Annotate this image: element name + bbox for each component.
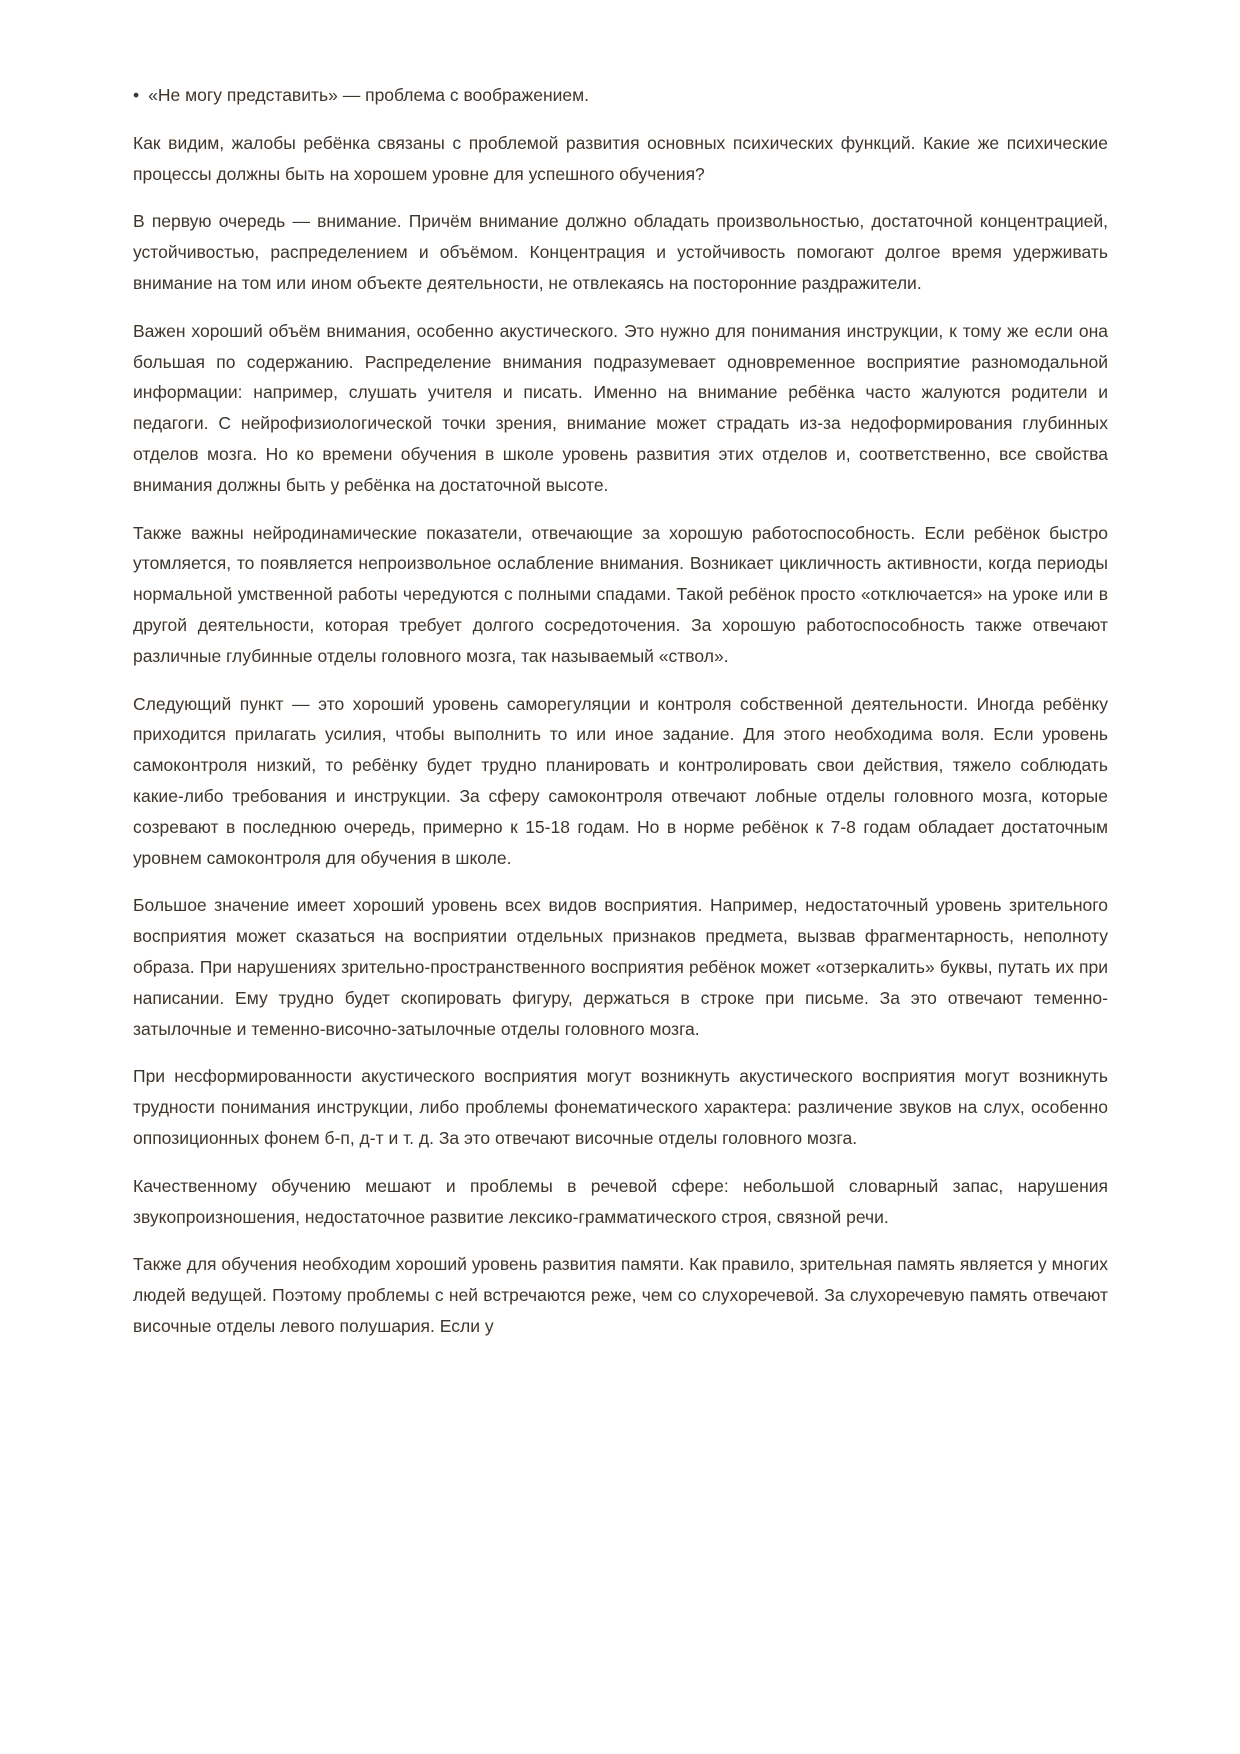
paragraph: Качественному обучению мешают и проблемы в речевой сфере: небольшой словарный запас, нарушения звукопроизношения, недостаточное развитие лексико-грамматического строя, связной речи.: [133, 1175, 1108, 1227]
bullet-marker: •: [133, 85, 140, 105]
paragraph: Также важны нейродинамические показатели, отвечающие за хорошую работоспособность. Если ребёнок быстро утомляется, то появляется непроизвольное ослабление внимания. Возникает цикличность активности, когда периоды нормальной умственной работы чередуются с полными спадами. Такой ребёнок просто «отключается» на уроке или в другой деятельности, которая требует долгого сосредоточения. За хорошую работоспособность также отвечают различные глубинные отделы головного мозга, так называемый «ствол».: [133, 522, 1108, 666]
document-body: [133, 80, 1108, 1342]
paragraph: Также для обучения необходим хороший уровень развития памяти. Как правило, зрительная память является у многих людей ведущей. Поэтому проблемы с ней встречаются реже, чем со слухоречевой. За слухоречевую память отвечают височные отделы левого полушария. Если у: [133, 1254, 1108, 1336]
paragraph: В первую очередь — внимание. Причём внимание должно обладать произвольностью, достаточной концентрацией, устойчивостью, распределением и объёмом. Концентрация и устойчивость помогают долгое время удерживать внимание на том или ином объекте деятельности, не отвлекаясь на посторонние раздражители.: [133, 211, 1108, 293]
paragraph: Большое значение имеет хороший уровень всех видов восприятия. Например, недостаточный уровень зрительного восприятия может сказаться на восприятии отдельных признаков предмета, вызвав фрагментарность, неполноту образа. При нарушениях зрительно-пространственного восприятия ребёнок может «отзеркалить» буквы, путать их при написании. Ему трудно будет скопировать фигуру, держаться в строке при письме. За это отвечают теменно-затылочные и теменно-височно-затылочные отделы головного мозга.: [133, 895, 1108, 1039]
paragraph: Как видим, жалобы ребёнка связаны с проблемой развития основных психических функций. Какие же психические процессы должны быть на хорошем уровне для успешного обучения?: [133, 132, 1108, 184]
paragraph: Важен хороший объём внимания, особенно акустического. Это нужно для понимания инструкции, к тому же если она большая по содержанию. Распределение внимания подразумевает одновременное восприятие разномодальной информации: например, слушать учителя и писать. Именно на внимание ребёнка часто жалуются родители и педагоги. С нейрофизиологической точки зрения, внимание может страдать из-за недоформирования глубинных отделов мозга. Но ко времени обучения в школе уровень развития этих отделов и, соответственно, все свойства внимания должны быть у ребёнка на достаточной высоте.: [133, 320, 1108, 495]
paragraph: При несформированности акустического восприятия могут возникнуть акустического восприятия могут возникнуть трудности понимания инструкции, либо проблемы фонематического характера: различение звуков на слух, особенно оппозиционных фонем б-п, д-т и т. д. За это отвечают височные отделы головного мозга.: [133, 1066, 1108, 1148]
paragraph: Следующий пункт — это хороший уровень саморегуляции и контроля собственной деятельности. Иногда ребёнку приходится прилагать усилия, чтобы выполнить то или иное задание. Для этого необходима воля. Если уровень самоконтроля низкий, то ребёнку будет трудно планировать и контролировать свои действия, тяжело соблюдать какие-либо требования и инструкции. За сферу самоконтроля отвечают лобные отделы головного мозга, которые созревают в последнюю очередь, примерно к 15-18 годам. Но в норме ребёнок к 7-8 годам обладает достаточным уровнем самоконтроля для обучения в школе.: [133, 693, 1108, 868]
bullet-item-text: «Не могу представить» — проблема с воображением.: [148, 85, 590, 105]
bullet-list-item: [133, 80, 1108, 111]
